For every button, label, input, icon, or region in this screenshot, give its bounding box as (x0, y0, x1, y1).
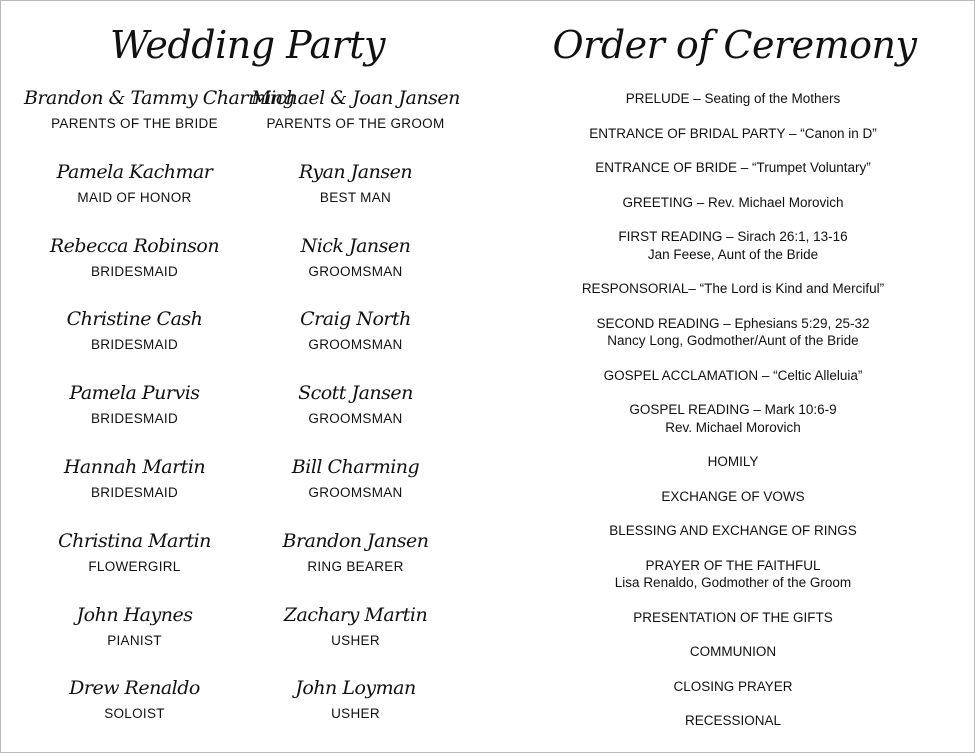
ceremony-item-title: EXCHANGE OF VOWS (661, 488, 805, 504)
party-row (24, 306, 466, 380)
ceremony-item (491, 557, 975, 609)
party-member (24, 454, 245, 528)
ceremony-item (491, 609, 975, 644)
ceremony-item-title: SECOND READING – Ephesians 5:29, 25-32 (596, 315, 870, 331)
member-name: Drew Renaldo (69, 677, 200, 700)
member-name: John Haynes (76, 603, 193, 626)
ceremony-item-detail: Nancy Long, Godmother/Aunt of the Bride (607, 333, 859, 349)
member-name: Ryan Jansen (298, 160, 413, 183)
ceremony-item-title: GOSPEL READING – Mark 10:6-9 (629, 402, 837, 418)
member-name: Christina Martin (58, 529, 211, 552)
party-row (24, 85, 466, 159)
member-role: SOLOIST (104, 706, 165, 722)
member-role: RING BEARER (307, 558, 404, 574)
ceremony-item (491, 90, 975, 125)
ceremony-item-title: FIRST READING – Sirach 26:1, 13-16 (618, 229, 848, 245)
member-name: Christine Cash (66, 308, 203, 331)
wedding-party-title: Wedding Party (109, 23, 386, 67)
ceremony-item-title: PRAYER OF THE FAITHFUL (645, 557, 821, 573)
member-role: GROOMSMAN (308, 337, 403, 353)
party-row (24, 159, 466, 233)
ceremony-item-title: RESPONSORIAL– “The Lord is Kind and Merciful” (581, 281, 885, 297)
member-name: John Loyman (295, 677, 416, 700)
party-member (245, 159, 466, 233)
ceremony-item (491, 125, 975, 160)
ceremony-item (491, 401, 975, 453)
member-role: PARENTS OF THE GROOM (266, 116, 445, 131)
party-row (24, 528, 466, 602)
member-name: Bill Charming (291, 455, 420, 478)
member-role: USHER (331, 706, 380, 722)
member-role: BRIDESMAID (90, 484, 178, 500)
ceremony-item (491, 488, 975, 523)
ceremony-item (491, 159, 975, 194)
ceremony-item (491, 280, 975, 315)
ceremony-item (491, 194, 975, 229)
member-role: FLOWERGIRL (88, 558, 181, 574)
member-role: MAID OF HONOR (77, 189, 192, 205)
member-role: BRIDESMAID (90, 263, 178, 279)
member-name: Pamela Kachmar (56, 160, 213, 183)
ceremony-item (491, 367, 975, 402)
party-row (24, 233, 466, 307)
ceremony-item-detail: Lisa Renaldo, Godmother of the Groom (614, 575, 852, 591)
member-name: Zachary Martin (283, 603, 428, 626)
member-role: PARENTS OF THE BRIDE (51, 116, 218, 131)
ceremony-item-title: GREETING – Rev. Michael Morovich (622, 194, 844, 210)
party-member (245, 675, 466, 749)
ceremony-item-detail: Jan Feese, Aunt of the Bride (647, 246, 819, 262)
member-name: Brandon Jansen (282, 529, 429, 552)
ceremony-item-title: RECESSIONAL (684, 713, 782, 729)
member-role: BEST MAN (319, 189, 392, 205)
member-role: GROOMSMAN (308, 411, 403, 427)
party-member (245, 306, 466, 380)
ceremony-item (491, 453, 975, 488)
member-role: GROOMSMAN (308, 263, 403, 279)
member-name: Rebecca Robinson (49, 234, 220, 257)
ceremony-item-title: COMMUNION (689, 644, 777, 660)
ceremony-item (491, 712, 975, 747)
ceremony-item (491, 315, 975, 367)
party-member (24, 233, 245, 307)
wedding-party-list (24, 85, 466, 749)
member-name: Hannah Martin (63, 455, 206, 478)
member-name: Michael & Joan Jansen (251, 87, 460, 109)
party-member (245, 602, 466, 676)
party-row (24, 675, 466, 749)
ceremony-item-title: PRESENTATION OF THE GIFTS (633, 609, 833, 625)
member-name: Brandon & Tammy Charming (24, 87, 295, 109)
member-role: USHER (331, 632, 380, 648)
ceremony-item-title: CLOSING PRAYER (673, 678, 793, 694)
member-name: Scott Jansen (298, 382, 413, 405)
ceremony-item-detail: Rev. Michael Morovich (665, 419, 801, 435)
ceremony-item (491, 228, 975, 280)
party-member (245, 380, 466, 454)
party-member (245, 85, 466, 159)
member-role: BRIDESMAID (90, 411, 178, 427)
order-of-ceremony-title: Order of Ceremony (552, 23, 917, 67)
ceremony-item-title: ENTRANCE OF BRIDE – “Trumpet Voluntary” (595, 160, 871, 176)
member-name: Pamela Purvis (69, 382, 200, 405)
party-row (24, 454, 466, 528)
ceremony-item-title: ENTRANCE OF BRIDAL PARTY – “Canon in D” (589, 125, 877, 141)
ceremony-item-title: HOMILY (707, 453, 759, 469)
party-member (245, 528, 466, 602)
ceremony-item (491, 643, 975, 678)
order-of-ceremony-list (491, 90, 975, 747)
party-row (24, 602, 466, 676)
party-member (24, 380, 245, 454)
member-name: Craig North (300, 308, 411, 331)
party-member (245, 233, 466, 307)
member-role: PIANIST (107, 632, 162, 648)
party-member (24, 675, 245, 749)
party-member (24, 85, 295, 159)
ceremony-item-title: PRELUDE – Seating of the Mothers (625, 91, 841, 106)
ceremony-item (491, 678, 975, 713)
ceremony-item-title: GOSPEL ACCLAMATION – “Celtic Alleluia” (603, 367, 863, 383)
ceremony-item (491, 522, 975, 557)
member-role: GROOMSMAN (308, 484, 403, 500)
member-name: Nick Jansen (300, 234, 411, 257)
party-member (24, 159, 245, 233)
party-member (24, 602, 245, 676)
party-member (245, 454, 466, 528)
party-member (24, 528, 245, 602)
party-row (24, 380, 466, 454)
party-member (24, 306, 245, 380)
ceremony-item-title: BLESSING AND EXCHANGE OF RINGS (609, 523, 857, 539)
member-role: BRIDESMAID (90, 337, 178, 353)
